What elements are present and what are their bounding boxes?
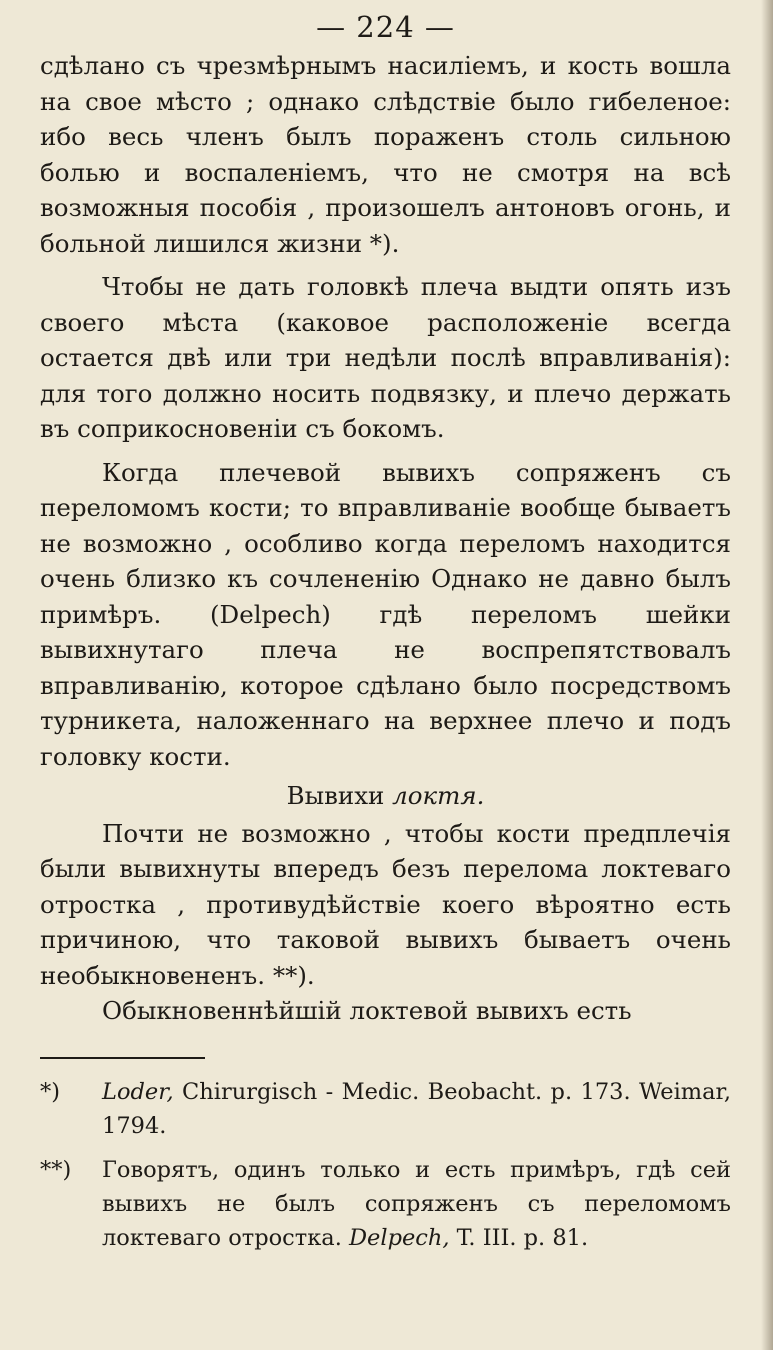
page-number: — 224 — — [316, 10, 455, 44]
footnote-1-mark: *) — [40, 1078, 61, 1105]
section-heading-plain: Вывихи — [286, 781, 393, 810]
footnote-2 — [40, 1153, 731, 1255]
footnote-1-author: Loder, — [102, 1078, 174, 1105]
main-text — [40, 48, 731, 1029]
footnote-2-text: Говорятъ, одинъ только и есть примѣръ, гдѣ сей вывихъ не былъ сопряженъ съ переломомъ локтеваго отростка. — [102, 1156, 731, 1251]
footnote-1 — [40, 1075, 731, 1143]
paragraph-sling: Чтобы не дать головкѣ плеча выдти опять изъ своего мѣста (каковое расположеніе всегда остается двѣ или три недѣли послѣ вправливанія): для того должно носить подвязку, и плечо держать въ соприкосновеніи съ бокомъ. — [40, 272, 731, 443]
footnote-2-mark: **) — [40, 1156, 72, 1183]
footnote-1-text: Chirurgisch - Medic. Beobacht. p. 173. Weimar, 1794. — [102, 1078, 731, 1139]
paragraph-elbow-continued: Обыкновеннѣйшій локтевой вывихъ есть — [102, 996, 632, 1025]
section-heading-italic: локтя. — [392, 781, 485, 810]
paragraph-elbow: Почти не возможно , чтобы кости предплечія были вывихнуты впередъ безъ перелома локтеваго отростка , противудѣйствіе коего вѣроятно есть причиною, что таковой вывихъ бываетъ очень необыкновененъ. **). — [40, 818, 731, 990]
paragraph-fracture: Когда плечевой вывихъ сопряженъ съ переломомъ кости; то вправливаніе вообще бываетъ не возможно , особливо когда переломъ находится очень близко къ сочлененію Однако не давно былъ примѣръ. (Delpech) гдѣ переломъ шейки вывихнутаго плеча не воспрепятствовалъ вправливанію, которое сдѣлано было посредствомъ турникета, наложеннаго на верхнее плечо и подъ головку кости. — [40, 457, 731, 771]
paragraph-continued: сдѣлано съ чрезмѣрнымъ насиліемъ, и кость вошла на свое мѣсто ; однако слѣдствіе было гибеленое: ибо весь членъ былъ пораженъ столь сильною болью и воспаленіемъ, что не смотря на всѣ возможныя пособія , произошелъ антоновъ огонь, и больной лишился жизни *). — [40, 51, 731, 258]
footnote-2-ref: T. III. p. 81. — [449, 1224, 589, 1251]
footnote-divider — [40, 1057, 205, 1059]
page-edge-shadow — [761, 0, 773, 1350]
footnotes — [40, 1075, 731, 1255]
footnote-2-author: Delpech, — [349, 1224, 450, 1251]
section-heading — [40, 778, 731, 814]
